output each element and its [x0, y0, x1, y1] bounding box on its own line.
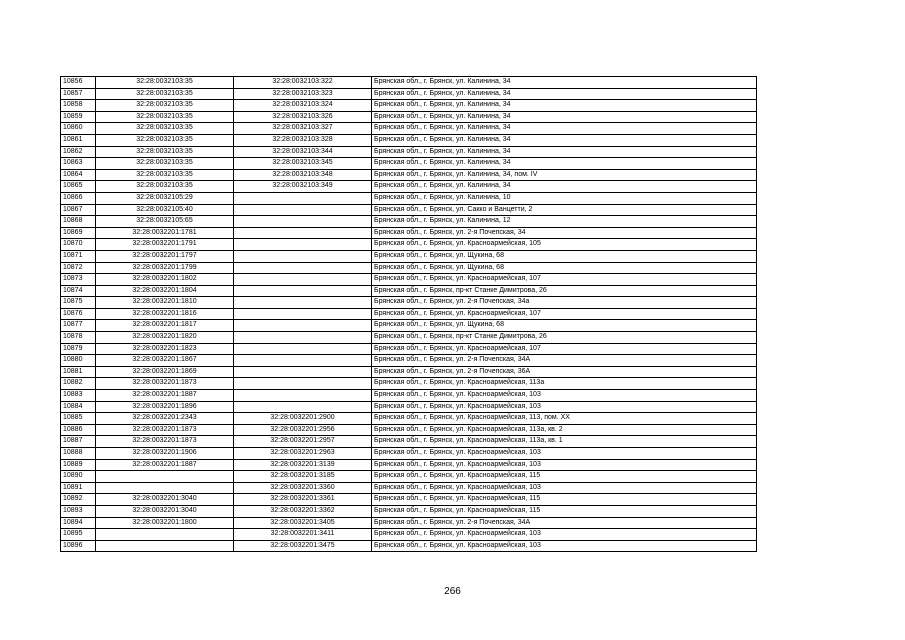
row-number-cell: 10859 [61, 111, 96, 123]
parcel-number-cell: 32:28:0032103:35 [96, 134, 234, 146]
table-row [61, 471, 757, 483]
address-cell: Брянская обл., г. Брянск, пр-кт Станке Димитрова, 26 [372, 332, 757, 344]
table-row [61, 111, 757, 123]
address-cell: Брянская обл., г. Брянск, ул. Красноармейская, 107 [372, 343, 757, 355]
table-row [61, 448, 757, 460]
table-row [61, 158, 757, 170]
parcel-number-cell: 32:28:0032103:35 [96, 100, 234, 112]
address-cell: Брянская обл., г. Брянск, ул. Красноармейская, 103 [372, 482, 757, 494]
building-number-cell: 32:28:0032103:348 [234, 169, 372, 181]
row-number-cell: 10882 [61, 378, 96, 390]
building-number-cell [234, 332, 372, 344]
row-number-cell: 10878 [61, 332, 96, 344]
parcel-number-cell: 32:28:0032201:1873 [96, 378, 234, 390]
address-cell: Брянская обл., г. Брянск, ул. Красноармейская, 115 [372, 471, 757, 483]
row-number-cell: 10877 [61, 320, 96, 332]
table-row [61, 320, 757, 332]
parcel-number-cell: 32:28:0032103:35 [96, 169, 234, 181]
parcel-number-cell [96, 482, 234, 494]
building-number-cell [234, 250, 372, 262]
address-cell: Брянская обл., г. Брянск, ул. 2-я Почепская, 34А [372, 355, 757, 367]
building-number-cell [234, 355, 372, 367]
address-cell: Брянская обл., г. Брянск, ул. Красноармейская, 107 [372, 274, 757, 286]
building-number-cell: 32:28:0032103:324 [234, 100, 372, 112]
building-number-cell [234, 366, 372, 378]
page-number: 266 [444, 586, 461, 597]
table-row [61, 250, 757, 262]
table-row [61, 459, 757, 471]
parcel-number-cell: 32:28:0032103:35 [96, 158, 234, 170]
row-number-cell: 10862 [61, 146, 96, 158]
row-number-cell: 10891 [61, 482, 96, 494]
table-row [61, 505, 757, 517]
table-row [61, 297, 757, 309]
row-number-cell: 10856 [61, 77, 96, 89]
address-cell: Брянская обл., г. Брянск, ул. Красноармейская, 103 [372, 459, 757, 471]
table-row [61, 308, 757, 320]
address-cell: Брянская обл., г. Брянск, ул. Красноармейская, 115 [372, 505, 757, 517]
table-row [61, 88, 757, 100]
row-number-cell: 10885 [61, 413, 96, 425]
address-cell: Брянская обл., г. Брянск, ул. Калинина, 12 [372, 216, 757, 228]
building-number-cell [234, 378, 372, 390]
row-number-cell: 10893 [61, 505, 96, 517]
cadastral-table [60, 76, 757, 552]
parcel-number-cell: 32:28:0032201:1781 [96, 227, 234, 239]
table-row [61, 517, 757, 529]
table-row [61, 401, 757, 413]
table-row [61, 436, 757, 448]
building-number-cell: 32:28:0032103:327 [234, 123, 372, 135]
table-row [61, 390, 757, 402]
parcel-number-cell: 32:28:0032201:1887 [96, 459, 234, 471]
address-cell: Брянская обл., г. Брянск, пр-кт Станке Димитрова, 26 [372, 285, 757, 297]
table-row [61, 181, 757, 193]
row-number-cell: 10873 [61, 274, 96, 286]
address-cell: Брянская обл., г. Брянск, ул. Щукина, 68 [372, 250, 757, 262]
row-number-cell: 10880 [61, 355, 96, 367]
building-number-cell [234, 204, 372, 216]
table-row [61, 343, 757, 355]
row-number-cell: 10886 [61, 424, 96, 436]
parcel-number-cell [96, 529, 234, 541]
parcel-number-cell: 32:28:0032201:1797 [96, 250, 234, 262]
row-number-cell: 10875 [61, 297, 96, 309]
table-row [61, 239, 757, 251]
table-body [61, 77, 757, 552]
row-number-cell: 10864 [61, 169, 96, 181]
parcel-number-cell: 32:28:0032201:3040 [96, 505, 234, 517]
building-number-cell [234, 274, 372, 286]
building-number-cell: 32:28:0032103:328 [234, 134, 372, 146]
building-number-cell: 32:28:0032103:322 [234, 77, 372, 89]
address-cell: Брянская обл., г. Брянск, ул. 2-я Почепская, 34 [372, 227, 757, 239]
parcel-number-cell: 32:28:0032201:1869 [96, 366, 234, 378]
address-cell: Брянская обл., г. Брянск, ул. Красноармейская, 107 [372, 308, 757, 320]
parcel-number-cell: 32:28:0032201:1810 [96, 297, 234, 309]
address-cell: Брянская обл., г. Брянск, ул. Красноармейская, 115 [372, 494, 757, 506]
table-row [61, 482, 757, 494]
table-row [61, 77, 757, 89]
parcel-number-cell: 32:28:0032201:1817 [96, 320, 234, 332]
address-cell: Брянская обл., г. Брянск, ул. 2-я Почепская, 34А [372, 517, 757, 529]
address-cell: Брянская обл., г. Брянск, ул. Красноармейская, 105 [372, 239, 757, 251]
table-row [61, 100, 757, 112]
row-number-cell: 10883 [61, 390, 96, 402]
building-number-cell: 32:28:0032201:2957 [234, 436, 372, 448]
building-number-cell [234, 239, 372, 251]
building-number-cell [234, 262, 372, 274]
row-number-cell: 10881 [61, 366, 96, 378]
building-number-cell: 32:28:0032201:3362 [234, 505, 372, 517]
row-number-cell: 10874 [61, 285, 96, 297]
table-row [61, 378, 757, 390]
parcel-number-cell: 32:28:0032201:1804 [96, 285, 234, 297]
building-number-cell: 32:28:0032201:2900 [234, 413, 372, 425]
row-number-cell: 10890 [61, 471, 96, 483]
row-number-cell: 10870 [61, 239, 96, 251]
address-cell: Брянская обл., г. Брянск, ул. Калинина, 34 [372, 134, 757, 146]
building-number-cell: 32:28:0032201:3185 [234, 471, 372, 483]
parcel-number-cell [96, 471, 234, 483]
address-cell: Брянская обл., г. Брянск, ул. Калинина, 34 [372, 77, 757, 89]
address-cell: Брянская обл., г. Брянск, ул. Калинина, 34 [372, 111, 757, 123]
building-number-cell: 32:28:0032103:349 [234, 181, 372, 193]
parcel-number-cell: 32:28:0032201:1816 [96, 308, 234, 320]
row-number-cell: 10887 [61, 436, 96, 448]
address-cell: Брянская обл., г. Брянск, ул. Калинина, 10 [372, 192, 757, 204]
address-cell: Брянская обл., г. Брянск, ул. Сакко и Ванцетти, 2 [372, 204, 757, 216]
building-number-cell [234, 227, 372, 239]
parcel-number-cell: 32:28:0032201:1867 [96, 355, 234, 367]
row-number-cell: 10860 [61, 123, 96, 135]
parcel-number-cell: 32:28:0032103:35 [96, 111, 234, 123]
row-number-cell: 10858 [61, 100, 96, 112]
parcel-number-cell: 32:28:0032201:1873 [96, 436, 234, 448]
row-number-cell: 10884 [61, 401, 96, 413]
address-cell: Брянская обл., г. Брянск, ул. Щукина, 68 [372, 262, 757, 274]
table-row [61, 169, 757, 181]
address-cell: Брянская обл., г. Брянск, ул. Калинина, 34 [372, 88, 757, 100]
row-number-cell: 10868 [61, 216, 96, 228]
parcel-number-cell: 32:28:0032201:1791 [96, 239, 234, 251]
row-number-cell: 10872 [61, 262, 96, 274]
parcel-number-cell: 32:28:0032103:35 [96, 123, 234, 135]
parcel-number-cell [96, 540, 234, 552]
row-number-cell: 10857 [61, 88, 96, 100]
parcel-number-cell: 32:28:0032103:35 [96, 146, 234, 158]
table-row [61, 366, 757, 378]
table-row [61, 146, 757, 158]
address-cell: Брянская обл., г. Брянск, ул. Красноармейская, 103 [372, 448, 757, 460]
table-row [61, 123, 757, 135]
parcel-number-cell: 32:28:0032201:2343 [96, 413, 234, 425]
address-cell: Брянская обл., г. Брянск, ул. Калинина, 34 [372, 158, 757, 170]
address-cell: Брянская обл., г. Брянск, ул. Щукина, 68 [372, 320, 757, 332]
parcel-number-cell: 32:28:0032201:3040 [96, 494, 234, 506]
parcel-number-cell: 32:28:0032201:1906 [96, 448, 234, 460]
building-number-cell [234, 192, 372, 204]
address-cell: Брянская обл., г. Брянск, ул. Красноармейская, 103 [372, 529, 757, 541]
parcel-number-cell: 32:28:0032201:1800 [96, 517, 234, 529]
address-cell: Брянская обл., г. Брянск, ул. Калинина, 34, пом. IV [372, 169, 757, 181]
address-cell: Брянская обл., г. Брянск, ул. Красноармейская, 113а, кв. 1 [372, 436, 757, 448]
table-row [61, 540, 757, 552]
row-number-cell: 10861 [61, 134, 96, 146]
parcel-number-cell: 32:28:0032201:1823 [96, 343, 234, 355]
address-cell: Брянская обл., г. Брянск, ул. Калинина, 34 [372, 181, 757, 193]
building-number-cell [234, 401, 372, 413]
address-cell: Брянская обл., г. Брянск, ул. 2-я Почепская, 36А [372, 366, 757, 378]
parcel-number-cell: 32:28:0032201:1873 [96, 424, 234, 436]
table-row [61, 216, 757, 228]
table-row [61, 413, 757, 425]
building-number-cell [234, 285, 372, 297]
table-row [61, 494, 757, 506]
building-number-cell [234, 343, 372, 355]
parcel-number-cell: 32:28:0032201:1802 [96, 274, 234, 286]
table-row [61, 355, 757, 367]
table-row [61, 274, 757, 286]
table-row [61, 424, 757, 436]
parcel-number-cell: 32:28:0032105:65 [96, 216, 234, 228]
building-number-cell: 32:28:0032201:3360 [234, 482, 372, 494]
row-number-cell: 10865 [61, 181, 96, 193]
building-number-cell: 32:28:0032201:3475 [234, 540, 372, 552]
table-row [61, 192, 757, 204]
parcel-number-cell: 32:28:0032105:40 [96, 204, 234, 216]
table-row [61, 227, 757, 239]
table-row [61, 332, 757, 344]
address-cell: Брянская обл., г. Брянск, ул. Красноармейская, 103 [372, 390, 757, 402]
row-number-cell: 10867 [61, 204, 96, 216]
building-number-cell: 32:28:0032201:3361 [234, 494, 372, 506]
building-number-cell [234, 390, 372, 402]
table-row [61, 285, 757, 297]
address-cell: Брянская обл., г. Брянск, ул. Красноармейская, 113а, кв. 2 [372, 424, 757, 436]
building-number-cell: 32:28:0032201:2963 [234, 448, 372, 460]
parcel-number-cell: 32:28:0032201:1887 [96, 390, 234, 402]
row-number-cell: 10871 [61, 250, 96, 262]
row-number-cell: 10892 [61, 494, 96, 506]
address-cell: Брянская обл., г. Брянск, ул. Калинина, 34 [372, 146, 757, 158]
address-cell: Брянская обл., г. Брянск, ул. Красноармейская, 103 [372, 401, 757, 413]
parcel-number-cell: 32:28:0032201:1896 [96, 401, 234, 413]
address-cell: Брянская обл., г. Брянск, ул. 2-я Почепская, 34а [372, 297, 757, 309]
building-number-cell: 32:28:0032103:326 [234, 111, 372, 123]
building-number-cell: 32:28:0032103:323 [234, 88, 372, 100]
address-cell: Брянская обл., г. Брянск, ул. Калинина, 34 [372, 100, 757, 112]
parcel-number-cell: 32:28:0032105:29 [96, 192, 234, 204]
building-number-cell: 32:28:0032201:3405 [234, 517, 372, 529]
parcel-number-cell: 32:28:0032103:35 [96, 181, 234, 193]
parcel-number-cell: 32:28:0032201:1799 [96, 262, 234, 274]
building-number-cell: 32:28:0032201:3139 [234, 459, 372, 471]
building-number-cell [234, 320, 372, 332]
table-row [61, 262, 757, 274]
building-number-cell: 32:28:0032103:345 [234, 158, 372, 170]
row-number-cell: 10888 [61, 448, 96, 460]
row-number-cell: 10863 [61, 158, 96, 170]
parcel-number-cell: 32:28:0032201:1820 [96, 332, 234, 344]
row-number-cell: 10869 [61, 227, 96, 239]
address-cell: Брянская обл., г. Брянск, ул. Калинина, 34 [372, 123, 757, 135]
row-number-cell: 10895 [61, 529, 96, 541]
building-number-cell: 32:28:0032103:344 [234, 146, 372, 158]
building-number-cell [234, 216, 372, 228]
table-row [61, 204, 757, 216]
row-number-cell: 10876 [61, 308, 96, 320]
row-number-cell: 10889 [61, 459, 96, 471]
building-number-cell [234, 308, 372, 320]
building-number-cell: 32:28:0032201:3411 [234, 529, 372, 541]
row-number-cell: 10866 [61, 192, 96, 204]
building-number-cell: 32:28:0032201:2956 [234, 424, 372, 436]
row-number-cell: 10896 [61, 540, 96, 552]
address-cell: Брянская обл., г. Брянск, ул. Красноармейская, 103 [372, 540, 757, 552]
building-number-cell [234, 297, 372, 309]
parcel-number-cell: 32:28:0032103:35 [96, 88, 234, 100]
parcel-number-cell: 32:28:0032103:35 [96, 77, 234, 89]
row-number-cell: 10879 [61, 343, 96, 355]
row-number-cell: 10894 [61, 517, 96, 529]
address-cell: Брянская обл., г. Брянск, ул. Красноармейская, 113а [372, 378, 757, 390]
table-row [61, 134, 757, 146]
table-row [61, 529, 757, 541]
address-cell: Брянская обл., г. Брянск, ул. Красноармейская, 113, пом. XX [372, 413, 757, 425]
